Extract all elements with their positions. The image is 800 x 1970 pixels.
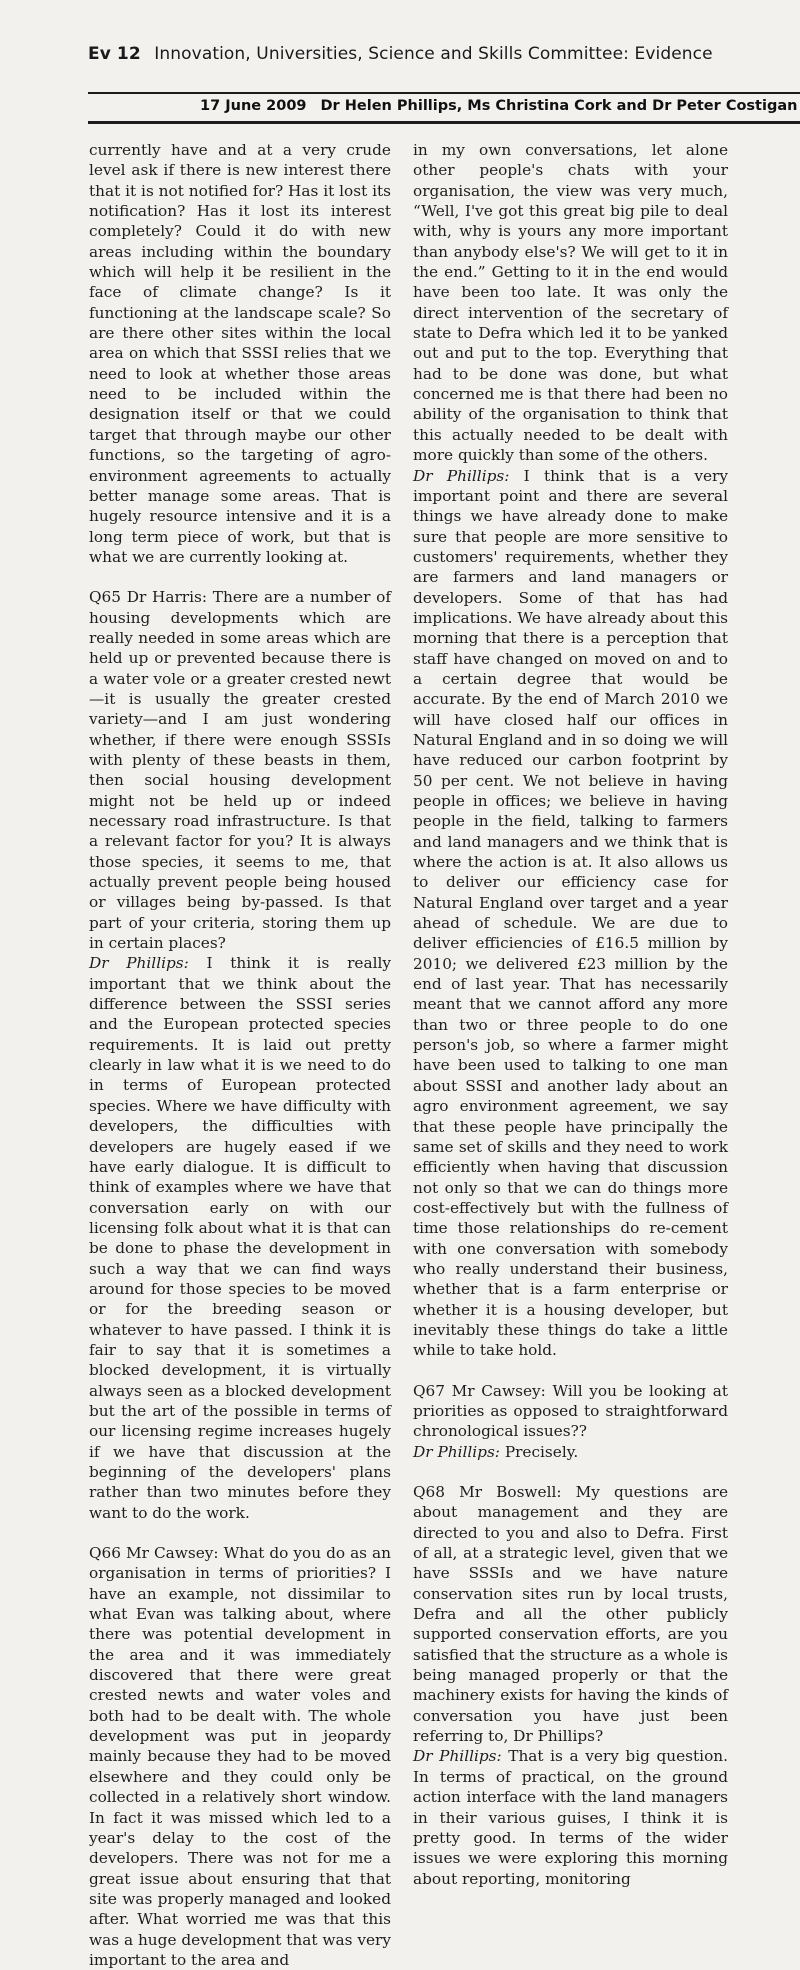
answer-q66: Dr Phillips: I think that is a very important point and there are several things we have already done to make sure that people are more sensitive to customers' requirements, whether they are farmers and land managers or developers. Some of that has had implications. We have already about this morning that there is a perception that staff have changed on moved on and to a certain degree that would be accurate. By the end of March 2010 we will have closed half our offices in Natural England and in so doing we will have reduced our carbon footprint by 50 per cent. We not believe in having people in offices; we believe in having people in the field, talking to farmers and land managers and we think that is where the action is at. It also allows us to deliver our efficiency case for Natural England over target and a year ahead of schedule. We are due to deliver efficiencies of £16.5 million by 2010; we delivered £23 million by the end of last year. That has necessarily meant that we cannot afford any more than two or three people to do one person's job, so where a farmer might have been used to talking to one man about SSSI and another lady about an agro environment agreement, we say that these people have principally the same set of skills and they need to work efficiently when having that discussion not only so that we can do things more cost-effectively but with the fullness of time those relationships do re-cement with one conversation with somebody who really understand their business, whether that is a farm enterprise or whether it is a housing developer, but inevitably these things do take a little while to take hold. bbox=[413, 466, 728, 1360]
header-rule-top bbox=[88, 92, 800, 94]
answer-q65: Dr Phillips: I think it is really important that we think about the difference between the SSSI series and the European protected species requirements. It is laid out pretty clearly in law what it is we need to do in terms of European protected species. Where we have difficulty with developers, the difficulties with developers are hugely eased if we have early dialogue. It is difficult to think of examples where we have that conversation early on with our licensing folk about what it is that can be done to phase the development in such a way that we can find ways around for those species to be moved or for the breeding season or whatever to have passed. I think it is fair to say that it is sometimes a blocked development, it is virtually always seen as a blocked development but the art of the possible in terms of our licensing regime increases hugely if we have that discussion at the beginning of the developers' plans rather than two minutes before they want to do the work. bbox=[89, 954, 391, 1522]
question-q65: Q65 Dr Harris: There are a number of housing developments which are really needed in some areas which are held up or prevented because there is a water vole or a greater crested newt—it is usually the greater crested variety—and I am just wondering whether, if there were enough SSSIs with plenty of these beasts in them, then social housing development might not be held up or indeed necessary road infrastructure. Is that a relevant factor for you? It is always those species, it seems to me, that actually prevent people being housed or villages being by-passed. Is that part of your criteria, storing them up in certain places? bbox=[89, 588, 391, 953]
speaker-label: Q67 Mr Cawsey: bbox=[413, 1381, 546, 1400]
paragraph: currently have and at a very crude level ask if there is new interest there that it is not notified for? Has it lost its notification? Has it lost its interest completely? Could it do with new areas including within the boundary which will help it be resilient in the face of climate change? Is it functioning at the landscape scale? So are there other sites within the local area on which that SSSI relies that we need to look at whether those areas need to be included within the designation itself or that we could target that through maybe our other functions, so the targeting of agro-environment agreements to actually better manage some areas. That is hugely resource intensive and it is a long term piece of work, but that is what we are currently looking at. bbox=[89, 141, 391, 566]
speaker-label: Q65 Dr Harris: bbox=[89, 588, 208, 607]
speaker-label: Dr Phillips: bbox=[413, 1442, 500, 1461]
session-date: 17 June 2009 bbox=[200, 98, 307, 114]
committee-title: Innovation, Universities, Science and Skills Committee: Evidence bbox=[154, 44, 713, 64]
question-q66: Q66 Mr Cawsey: What do you do as an organisation in terms of priorities? I have an example, not dissimilar to what Evan was talking about, where there was potential development in the area and it was immediately discovered that there were great crested newts and water voles and both had to be dealt with. The whole development was put in jeopardy mainly because they had to be moved elsewhere and they could only be collected in a relatively short window. In fact it was missed which led to a year's delay to the cost of the developers. There was not for me a great issue about ensuring that that site was properly managed and looked after. What worried me was that this was a huge development that was very important to the area and bbox=[89, 1544, 391, 1969]
speaker-label: Q68 Mr Boswell: bbox=[413, 1483, 562, 1501]
speaker-label: Q66 Mr Cawsey: bbox=[89, 1544, 219, 1563]
answer-q67: Dr Phillips: Precisely. bbox=[413, 1442, 579, 1461]
session-witnesses: Dr Helen Phillips, Ms Christina Cork and Dr Peter Costigan bbox=[320, 98, 798, 114]
right-column bbox=[413, 140, 728, 1889]
speaker-label: Dr Phillips: bbox=[413, 1747, 502, 1766]
header-rule-bottom bbox=[88, 121, 800, 124]
question-q67: Q67 Mr Cawsey: Will you be looking at priorities as opposed to straightforward chronological issues?? bbox=[413, 1381, 729, 1441]
paragraph: in my own conversations, let alone other people's chats with your organisation, the view was very much, “Well, I've got this great big pile to deal with, why is yours any more important than anybody else's? We will get to it in the end.” Getting to it in the end would have been too late. It was only the direct intervention of the secretary of state to Defra which led it to be yanked out and put to the top. Everything that had to be done was done, but what concerned me is that there had been no ability of the organisation to think that this actually needed to be dealt with more quickly than some of the others. bbox=[413, 141, 728, 465]
answer-q68: Dr Phillips: That is a very big question. In terms of practical, on the ground action interface with the land managers in their various guises, I think it is pretty good. In terms of the wider issues we were exploring this morning about reporting, monitoring bbox=[413, 1747, 728, 1888]
left-column bbox=[89, 140, 391, 1970]
session-line bbox=[200, 98, 797, 114]
speaker-label: Dr Phillips: bbox=[89, 954, 189, 973]
page-reference: Ev 12 bbox=[88, 44, 141, 64]
speaker-label: Dr Phillips: bbox=[413, 466, 510, 485]
question-q68: Q68 Mr Boswell: My questions are about management and they are directed to you and also to Defra. First of all, at a strategic level, given that we have SSSIs and we have nature conservation sites run by local trusts, Defra and all the other publicly supported conservation efforts, are you satisfied that the structure as a whole is being managed properly or that the machinery exists for having the kinds of conversation you have just been referring to, Dr Phillips? bbox=[413, 1483, 729, 1746]
running-header bbox=[88, 44, 713, 64]
